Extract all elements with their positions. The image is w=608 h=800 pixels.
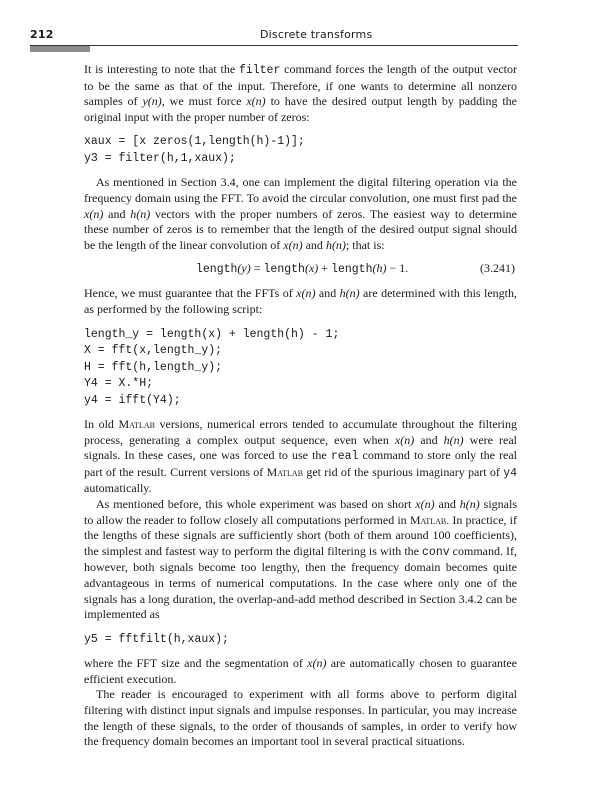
page-body — [84, 62, 517, 750]
code-block: y5 = fftfilt(h,xaux); — [84, 632, 229, 646]
paragraph-experiment: As mentioned before, this whole experiment was based on short x(n) and h(n) signals to allow the reader to follow closely all computations performed in Matlab. In practice, if the lengths of these signals are sufficiently short (both of them around 100 coefficients), the simplest and fastest way to perform the digital filtering is with the conv command. If, however, both signals become too lengthy, then the frequency domain becomes quite advantageous in terms of numerical computations. In the case where only one of the signals has a long duration, the overlap-and-add method described in Section 3.4.2 can be implemented as — [84, 497, 518, 622]
matlab-name: Matlab — [118, 417, 155, 432]
paragraph-filter-length: It is interesting to note that the filter command forces the length of the output vector to be the same as that of the input. Therefore, if one wants to determine all nonzero samples of y(n), we must force x(n) to have the desired output length by padding the original input with the proper number of zeros: — [84, 62, 518, 124]
header-rule — [30, 45, 518, 46]
running-head: Discrete transforms — [260, 28, 373, 41]
equation-body: length(y) = length(x) + length(h) − 1. — [196, 261, 409, 277]
inline-code: conv — [422, 545, 450, 559]
matlab-name: Matlab — [409, 512, 447, 527]
paragraph-fft-length: Hence, we must guarantee that the FFTs of x(n) and h(n) are determined with this length, as performed by the following script: — [84, 286, 518, 316]
inline-code: filter — [238, 64, 281, 77]
paragraph-fft-size: where the FFT size and the segmentation of x(n) are automatically chosen to guarantee efficient execution. — [84, 656, 518, 686]
equation-3-241 — [84, 259, 517, 279]
code-block: length_y = length(x) + length(h) - 1; X = fft(x,length_y); H = fft(h,length_y); Y4 = X.*H; y4 = ifft(Y4); — [84, 327, 340, 407]
paragraph-encouragement: The reader is encouraged to experiment with all forms above to perform digital filtering with distinct input signals and impulse responses. In particular, you may increase the length of these signals, to the order of thousands of samples, in order to verify how the frequency domain becomes an important tool in several practical situations. — [84, 687, 517, 749]
paragraph-fft-filtering: As mentioned in Section 3.4, one can implement the digital filtering operation via the frequency domain using the FFT. To avoid the circular convolution, one must first pad the x(n) and h(n) vectors with the proper numbers of zeros. The easiest way to determine these number of zeros is to remember that the length of the desired output signal should be the length of the linear convolution of x(n) and h(n); that is: — [84, 175, 517, 252]
paragraph-numerical-errors: In old Matlab versions, numerical errors tended to accumulate throughout the filtering process, generating a complex output sequence, even when x(n) and h(n) were real signals. In these cases, one was forced to use the real command to store only the real part of the result. Current versions of Matlab get rid of the spurious imaginary part of y4 automatically. — [84, 417, 518, 496]
code-block: xaux = [x zeros(1,length(h)-1)]; y3 = filter(h,1,xaux); — [84, 135, 305, 165]
matlab-name: Matlab — [266, 464, 304, 479]
inline-code: y4 — [503, 466, 518, 480]
header-bar — [30, 46, 90, 52]
inline-code: real — [330, 450, 359, 464]
equation-number: (3.241) — [480, 261, 515, 276]
page-number: 212 — [30, 28, 54, 41]
